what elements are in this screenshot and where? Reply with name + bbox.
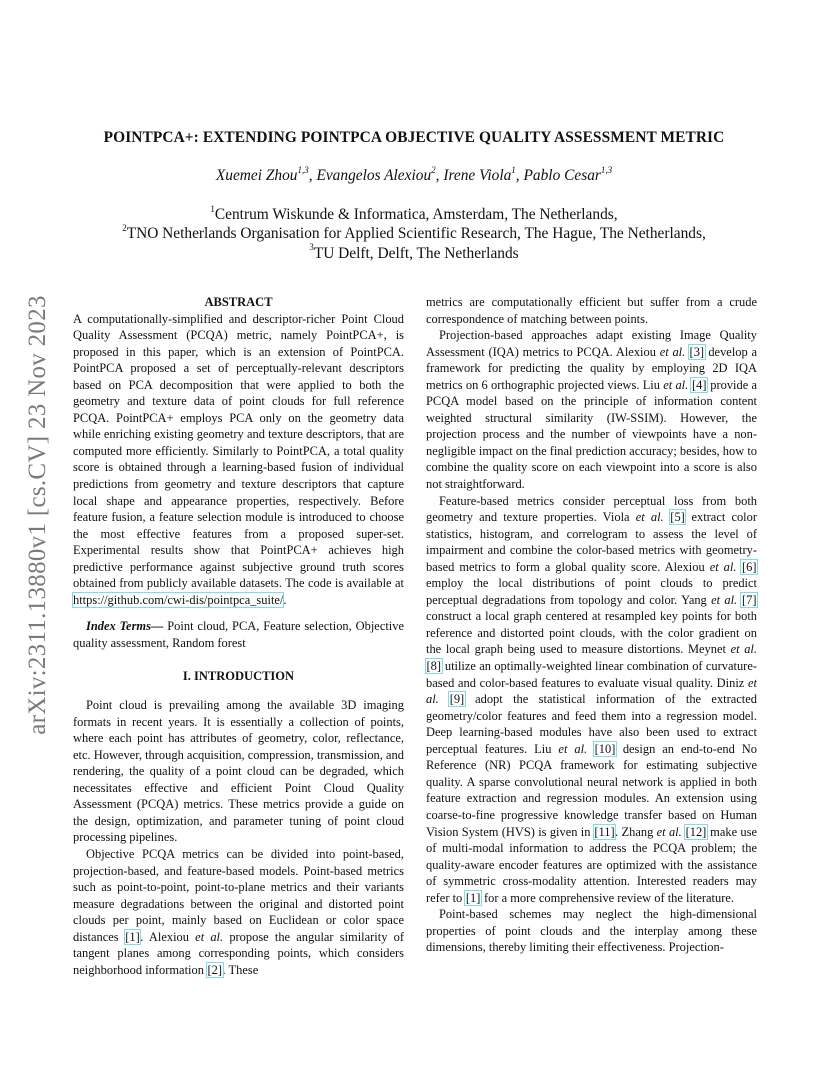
text-run: provide a PCQA model based on the principle of information content weighted structural similarity (IW-SSIM). However, the projection process and the number of viewpoints have a non-negligible impact on the final prediction accuracy; besides, how to combine the quality score on each viewpoint into a score is also not straightforward.: [426, 377, 758, 492]
left-column: [73, 294, 404, 978]
affiliation-sup: 3: [309, 242, 314, 253]
text-run: propose the angular similarity of tangent planes among corresponding points, which considers neighborhood information: [73, 929, 404, 977]
text-run: utilize an optimally-weighted linear combination of curvature-based and color-based features to evaluate visual quality. Diniz: [426, 659, 757, 690]
arxiv-stamp: [18, 280, 58, 750]
right-paragraph-0: metrics are computationally efficient but suffer from a crude correspondence of matching between points.: [426, 295, 757, 326]
author-name: Xuemei Zhou: [215, 167, 298, 184]
right-paragraph-3: Point-based schemes may neglect the high-dimensional properties of point clouds and the interplay among these dimensions, thereby limiting their effectiveness. Projection-: [426, 907, 757, 955]
affiliation-line: [60, 205, 768, 224]
arxiv-stamp-text: arXiv:2311.13880v1 [cs.CV] 23 Nov 2023: [24, 295, 51, 735]
affiliation-text: TNO Netherlands Organisation for Applied Scientific Research, The Hague, The Netherlands,: [126, 225, 706, 243]
text-run: design an end-to-end No Reference (NR) PCQA framework for estimating subjective quality. A sparse convolutional neural network is applied in both feature extraction and regression modules. An extension using coarse-to-fine progressive knowledge transfer based on Human Vision System (HVS) is given in: [426, 741, 757, 839]
text-run: . These: [222, 962, 259, 977]
text-run: make use of multi-modal information to address the PCQA problem; the quality-aware encoder features are optimized with the assistance of symmetric cross-modality attention. Interested readers may refer to: [426, 824, 758, 905]
index-terms: [73, 618, 404, 651]
abstract-heading: ABSTRACT: [204, 295, 273, 309]
citation-link[interactable]: [12]: [685, 824, 707, 839]
et-al: et al.: [659, 344, 686, 359]
et-al: et al.: [663, 377, 689, 392]
intro-paragraph-2: [73, 846, 404, 978]
author-name: Irene Viola: [443, 167, 512, 184]
citation-link[interactable]: [1]: [465, 890, 481, 905]
citation-link[interactable]: [6]: [741, 559, 757, 574]
author-affil-sup: 1,3: [600, 164, 613, 175]
right-paragraph-1: [426, 327, 757, 492]
author-affil-sup: 2: [431, 164, 436, 175]
text-run: Projection-based approaches adapt existing Image Quality Assessment (IQA) metrics to PCQA. Alexiou: [426, 328, 757, 359]
et-al: et al.: [426, 675, 757, 707]
et-al: et al.: [730, 642, 757, 657]
abstract-text: A computationally-simplified and descriptor-richer Point Cloud Quality Assessment (PCQA) metric, namely PointPCA+, is proposed in this paper, which is an extension of PointPCA. PointPCA proposed a set of perceptually-relevant descriptors based on PCA decomposition that were applied to both the geometry and texture data of point clouds for full reference PCQA. PointPCA+ employs PCA only on the geometry data while enriching existing geometry and texture descriptors, that are computed more efficiently. Similarly to PointPCA, a total quality score is obtained through a learning-based fusion of individual predictions from geometry and texture descriptors that capture local shape and appearance properties, respectively. Before feature fusion, a feature selection module is introduced to choose the most effective features from a proposed super-set. Experimental results show that PointPCA+ achieves high predictive performance against subjective ground truth scores obtained from publicly available datasets. The code is available at: [73, 311, 404, 591]
text-run: . Alexiou: [140, 929, 196, 944]
citation-link[interactable]: [11]: [594, 824, 615, 839]
text-run: for a more comprehensive review of the literature.: [480, 890, 735, 905]
affiliation-sup: 1: [210, 203, 215, 214]
abstract-body: [73, 311, 404, 609]
citation-link[interactable]: [4]: [691, 377, 707, 392]
text-run: extract color statistics, histogram, and correlogram to assess the level of impairment and combine the color-based metrics with geometry-based metrics to form a global quality score. Alexiou: [426, 510, 758, 574]
index-terms-label: Index Terms—: [86, 619, 164, 634]
author-name: Evangelos Alexiou: [316, 167, 432, 184]
et-al: et al.: [656, 824, 682, 839]
citation-link[interactable]: [5]: [670, 510, 685, 525]
affiliation-text: TU Delft, Delft, The Netherlands: [313, 244, 519, 262]
citation-link[interactable]: [10]: [594, 741, 616, 756]
citation-link[interactable]: [3]: [689, 344, 705, 359]
author-name: Pablo Cesar: [523, 167, 601, 184]
affiliation-line: [60, 244, 768, 263]
text-run: construct a local graph centered at resampled key points for both reference and distorted point clouds, with the color gradient on the local graph being used to measure distortions. Meynet: [426, 609, 757, 657]
code-link[interactable]: https://github.com/cwi-dis/pointpca_suite/: [73, 592, 284, 607]
text-run: Objective PCQA metrics can be divided into point-based, projection-based, and feature-based models. Point-based metrics such as point-to-point, point-to-plane metrics and their variants measure degradations between the original and distorted point clouds per point, mainly based on Euclidean or color space distances: [73, 846, 404, 944]
affiliation-line: [60, 224, 768, 243]
text-run: develop a framework for predicting the quality by employing 2D IQA metrics on 6 orthographic projected views. Liu: [426, 344, 758, 392]
affiliation-text: Centrum Wiskunde & Informatica, Amsterdam, The Netherlands,: [214, 206, 618, 223]
intro-paragraph-1: Point cloud is prevailing among the available 3D imaging formats in recent years. It is essentially a collection of points, where each point has attributes of geometry, color, reflectance, etc. However, through acquisition, compression, transmission, and rendering, the quality of a point cloud can be degraded, which necessitates effective and efficient Point Cloud Quality Assessment (PCQA) metrics. These metrics provide a guide on the design, optimization, and parameter tuning of point cloud processing pipelines.: [73, 698, 404, 845]
author-list: Xuemei Zhou$^{1,3}$, Evangelos Alexiou$^2$, Irene Viola$^1$, Pablo Cesar$^{1,3}$: [215, 164, 613, 184]
affiliation-list: [60, 205, 768, 263]
text-run: adopt the statistical information of the extracted geometry/color features and feed them into a regression model. Deep learning-based modules have also been used to extract perceptual features. Liu: [426, 692, 758, 756]
text-run: Feature-based metrics consider perceptual loss from both geometry and texture properties. Viola: [426, 493, 757, 525]
citation-link[interactable]: [1]: [125, 929, 140, 944]
right-column: [426, 294, 757, 956]
et-al: et al.: [558, 741, 588, 756]
et-al: et al.: [709, 559, 737, 574]
author-affil-sup: 1: [511, 164, 516, 175]
text-run: employ the local distributions of point clouds to predict perceptual degradations from topology and color. Yang: [426, 576, 757, 607]
paper-title: POINTPCA+: EXTENDING POINTPCA OBJECTIVE QUALITY ASSESSMENT METRIC: [103, 129, 725, 146]
intro-heading: I. INTRODUCTION: [182, 669, 295, 684]
text-run: . Zhang: [615, 824, 657, 839]
et-al: et al.: [711, 592, 738, 607]
citation-link[interactable]: [7]: [741, 592, 757, 607]
affiliation-sup: 2: [122, 223, 127, 234]
et-al: et al.: [635, 510, 664, 525]
citation-link[interactable]: [9]: [449, 692, 465, 707]
abstract-end: .: [283, 592, 287, 607]
et-al: et al.: [195, 929, 224, 944]
citation-link[interactable]: [8]: [426, 659, 442, 674]
right-paragraph-2: [426, 493, 757, 907]
index-terms-text: Point cloud, PCA, Feature selection, Objective quality assessment, Random forest: [73, 619, 404, 650]
citation-link[interactable]: [2]: [207, 962, 223, 977]
author-affil-sup: 1,3: [297, 164, 309, 175]
